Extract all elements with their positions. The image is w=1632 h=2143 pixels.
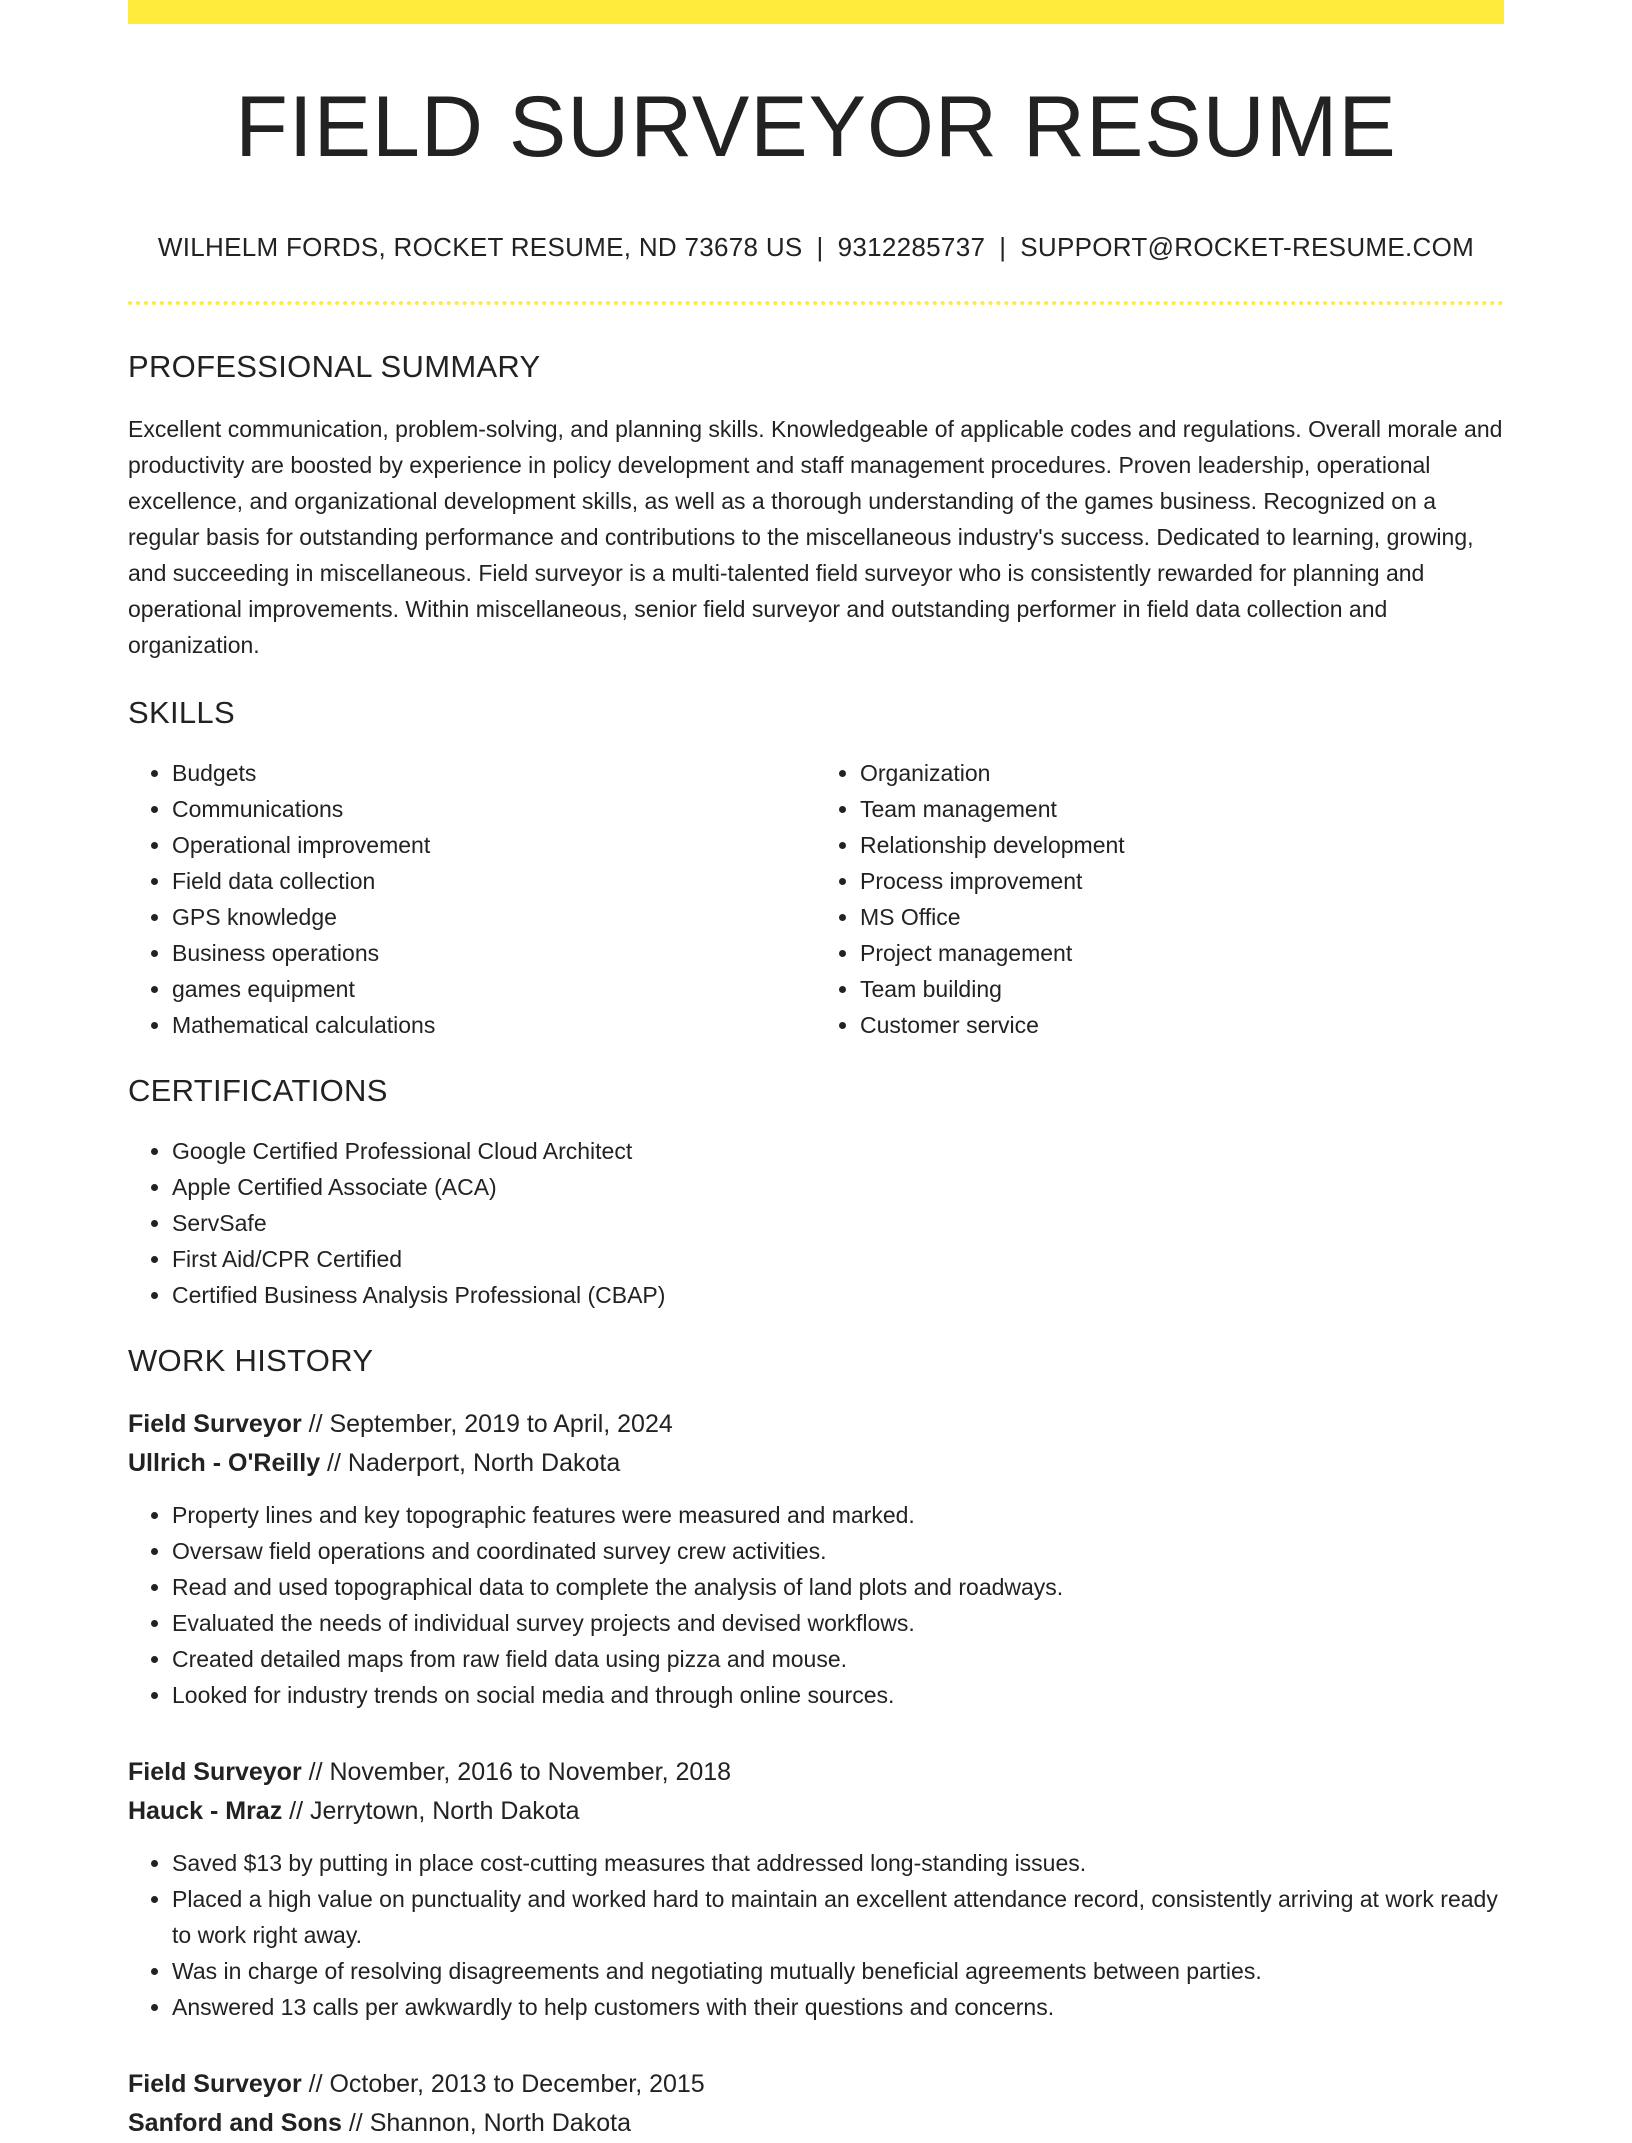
job-company: Sanford and Sons (128, 2109, 342, 2137)
top-accent-bar (128, 0, 1504, 24)
job-title: Field Surveyor (128, 1410, 302, 1438)
job-dates: // September, 2019 to April, 2024 (301, 1410, 673, 1438)
resume-title: FIELD SURVEYOR RESUME (235, 79, 1397, 175)
certification-item: • First Aid/CPR Certified (172, 1241, 1504, 1277)
skill-item: • Customer service (860, 1007, 1504, 1043)
job-company-line (128, 2104, 1504, 2143)
skills-columns (128, 755, 1504, 1043)
job-bullet: • Looked for industry trends on social media and through online sources. (172, 1677, 1504, 1713)
contact-address: WILHELM FORDS, ROCKET RESUME, ND 73678 US (157, 232, 803, 262)
job-bullet: • Placed a high value on punctuality and worked hard to maintain an excellent attendance record, consistently arriving at work ready to work right away. (172, 1881, 1504, 1953)
summary-text: Excellent communication, problem-solving, and planning skills. Knowledgeable of applicable codes and regulations. Overall morale and productivity are boosted by experience in policy development and staff management procedures. Proven leadership, operational excellence, and organizational development skills, as well as a thorough understanding of the games business. Recognized on a regular basis for outstanding performance and contributions to the miscellaneous industry's success. Dedicated to learning, growing, and succeeding in miscellaneous. Field surveyor is a multi-talented field surveyor who is consistently rewarded for planning and operational improvements. Within miscellaneous, senior field surveyor and outstanding performer in field data collection and organization. (128, 416, 1503, 658)
certifications-list (128, 1133, 1504, 1313)
skills-list-left (128, 755, 816, 1043)
skill-item: • Mathematical calculations (172, 1007, 816, 1043)
skill-item: • MS Office (860, 899, 1504, 935)
skill-item: • Field data collection (172, 863, 816, 899)
job-title-line (128, 1753, 1504, 1792)
skill-item: • Project management (860, 935, 1504, 971)
skill-item: • Organization (860, 755, 1504, 791)
skill-item: • Process improvement (860, 863, 1504, 899)
job-dates: // October, 2013 to December, 2015 (301, 2070, 705, 2098)
contact-separator: | (816, 232, 824, 262)
job-title-line (128, 1405, 1504, 1444)
job-entry (128, 1405, 1504, 1713)
job-location: // Naderport, North Dakota (320, 1449, 621, 1477)
dotted-divider (128, 301, 1504, 305)
skills-list-right (816, 755, 1504, 1043)
certification-item: • Google Certified Professional Cloud Architect (172, 1133, 1504, 1169)
job-bullet: • Saved $13 by putting in place cost-cutting measures that addressed long-standing issues. (172, 1845, 1504, 1881)
job-location: // Jerrytown, North Dakota (282, 1797, 580, 1825)
skill-item: • Budgets (172, 755, 816, 791)
certification-item: • Apple Certified Associate (ACA) (172, 1169, 1504, 1205)
skill-item: • GPS knowledge (172, 899, 816, 935)
certifications-heading: CERTIFICATIONS (128, 1073, 388, 1108)
resume-page (128, 0, 1504, 2143)
job-bullet: • Was in charge of resolving disagreements and negotiating mutually beneficial agreements between parties. (172, 1953, 1504, 1989)
job-company-line (128, 1792, 1504, 1831)
summary-heading: PROFESSIONAL SUMMARY (128, 349, 541, 384)
skill-item: • Business operations (172, 935, 816, 971)
job-dates: // November, 2016 to November, 2018 (301, 1758, 732, 1786)
job-company: Hauck - Mraz (128, 1797, 283, 1825)
skill-item: • Communications (172, 791, 816, 827)
work-history-heading: WORK HISTORY (128, 1343, 374, 1378)
job-bullet: • Evaluated the needs of individual survey projects and devised workflows. (172, 1605, 1504, 1641)
skill-item: • Team building (860, 971, 1504, 1007)
skill-item: • Relationship development (860, 827, 1504, 863)
job-entry (128, 2065, 1504, 2143)
skills-heading: SKILLS (128, 695, 235, 730)
job-bullet: • Property lines and key topographic features were measured and marked. (172, 1497, 1504, 1533)
work-history-jobs (128, 1405, 1504, 2143)
job-company-line (128, 1444, 1504, 1483)
contact-phone: 9312285737 (837, 232, 986, 262)
job-title-line (128, 2065, 1504, 2104)
job-bullet: • Oversaw field operations and coordinated survey crew activities. (172, 1533, 1504, 1569)
skill-item: • Team management (860, 791, 1504, 827)
certification-item: • Certified Business Analysis Professional (CBAP) (172, 1277, 1504, 1313)
skill-item: • games equipment (172, 971, 816, 1007)
job-location: // Shannon, North Dakota (341, 2109, 631, 2137)
job-bullet: • Answered 13 calls per awkwardly to help customers with their questions and concerns. (172, 1989, 1504, 2025)
job-title: Field Surveyor (128, 2070, 302, 2098)
job-title: Field Surveyor (128, 1758, 302, 1786)
job-company: Ullrich - O'Reilly (128, 1449, 321, 1477)
certification-item: • ServSafe (172, 1205, 1504, 1241)
job-bullets (128, 1845, 1504, 2025)
contact-separator: | (999, 232, 1007, 262)
contact-email: SUPPORT@ROCKET-RESUME.COM (1020, 232, 1475, 262)
job-entry (128, 1753, 1504, 2025)
skill-item: • Operational improvement (172, 827, 816, 863)
job-bullets (128, 1497, 1504, 1713)
job-bullet: • Read and used topographical data to complete the analysis of land plots and roadways. (172, 1569, 1504, 1605)
job-bullet: • Created detailed maps from raw field data using pizza and mouse. (172, 1641, 1504, 1677)
contact-line (128, 232, 1504, 263)
